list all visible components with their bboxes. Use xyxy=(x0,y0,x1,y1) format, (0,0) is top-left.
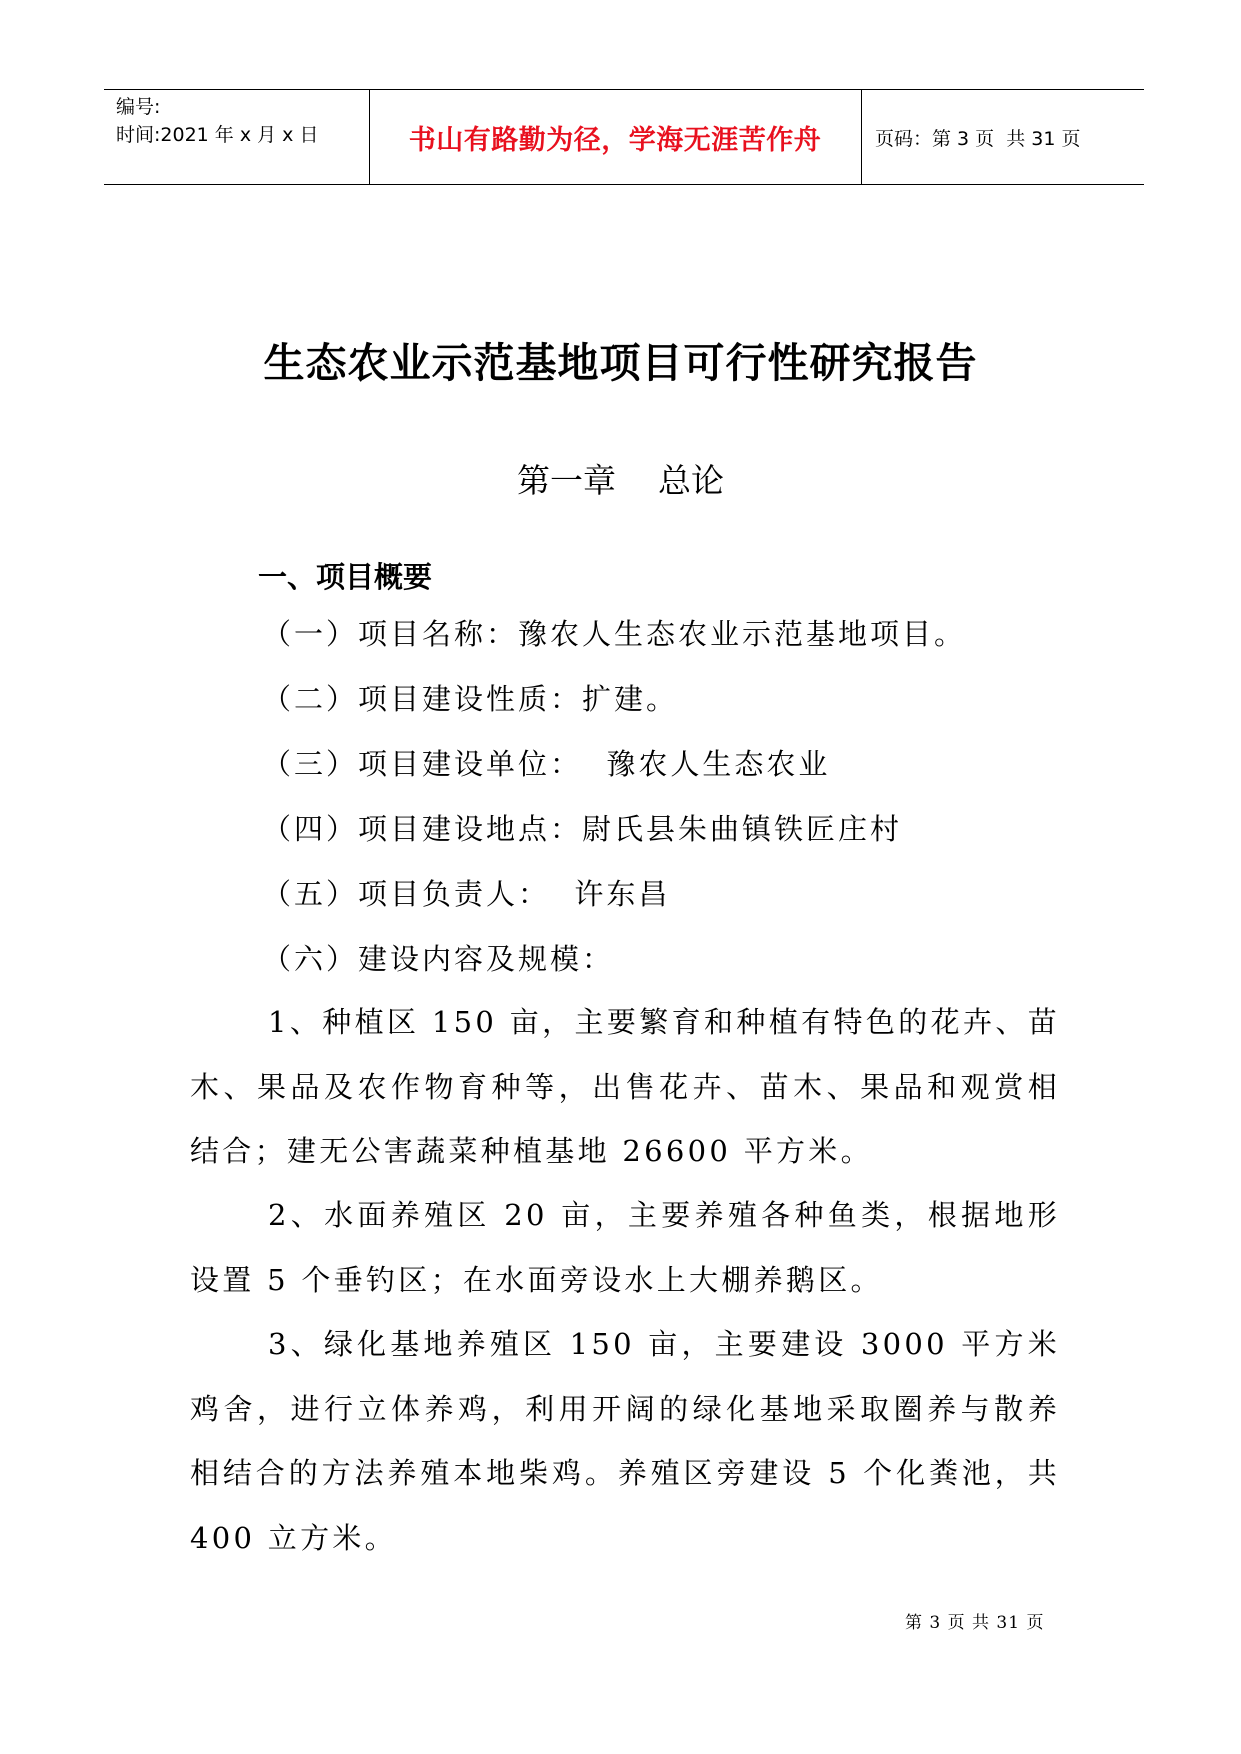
date-label: 时间:2021 年 x 月 x 日 xyxy=(116,124,319,146)
page-header xyxy=(104,89,1144,185)
item-construction-scope: （六）建设内容及规模： xyxy=(262,942,615,976)
item-project-location: （四）项目建设地点：尉氏县朱曲镇铁匠庄村 xyxy=(262,812,903,846)
item-project-nature: （二）项目建设性质：扩建。 xyxy=(262,682,679,716)
paragraph-planting: 1、种植区 150 亩，主要繁育和种植有特色的花卉、苗木、果品及农作物育种等，出售花卉、苗木、果品和观赏相结合；建无公害蔬菜种植基地 26600 平方米。 xyxy=(190,1005,1060,1168)
serial-number-label: 编号: xyxy=(116,96,161,118)
section-heading: 一、项目概要 xyxy=(258,560,433,594)
item-project-leader: （五）项目负责人： 许东昌 xyxy=(262,877,671,911)
header-page-info: 页码：第 3 页 共 31 页 xyxy=(875,127,1081,150)
chapter-heading: 第一章 总论 xyxy=(517,461,724,500)
header-meta xyxy=(116,93,318,149)
document-title: 生态农业示范基地项目可行性研究报告 xyxy=(263,339,978,387)
item-project-unit: （三）项目建设单位： 豫农人生态农业 xyxy=(262,747,831,781)
paragraph-aquaculture: 2、水面养殖区 20 亩，主要养殖各种鱼类，根据地形设置 5 个垂钓区；在水面旁设水上大棚养鹅区。 xyxy=(190,1198,1060,1297)
paragraph-poultry: 3、绿化基地养殖区 150 亩，主要建设 3000 平方米鸡舍，进行立体养鸡，利用开阔的绿化基地采取圈养与散养相结合的方法养殖本地柴鸡。养殖区旁建设 5 个化粪池，共 400 立方米。 xyxy=(190,1327,1060,1555)
item-project-name: （一）项目名称：豫农人生态农业示范基地项目。 xyxy=(262,617,967,651)
page-footer: 第 3 页 共 31 页 xyxy=(905,1613,1045,1633)
header-motto: 书山有路勤为径，学海无涯苦作舟 xyxy=(408,124,822,156)
header-divider xyxy=(861,90,862,184)
